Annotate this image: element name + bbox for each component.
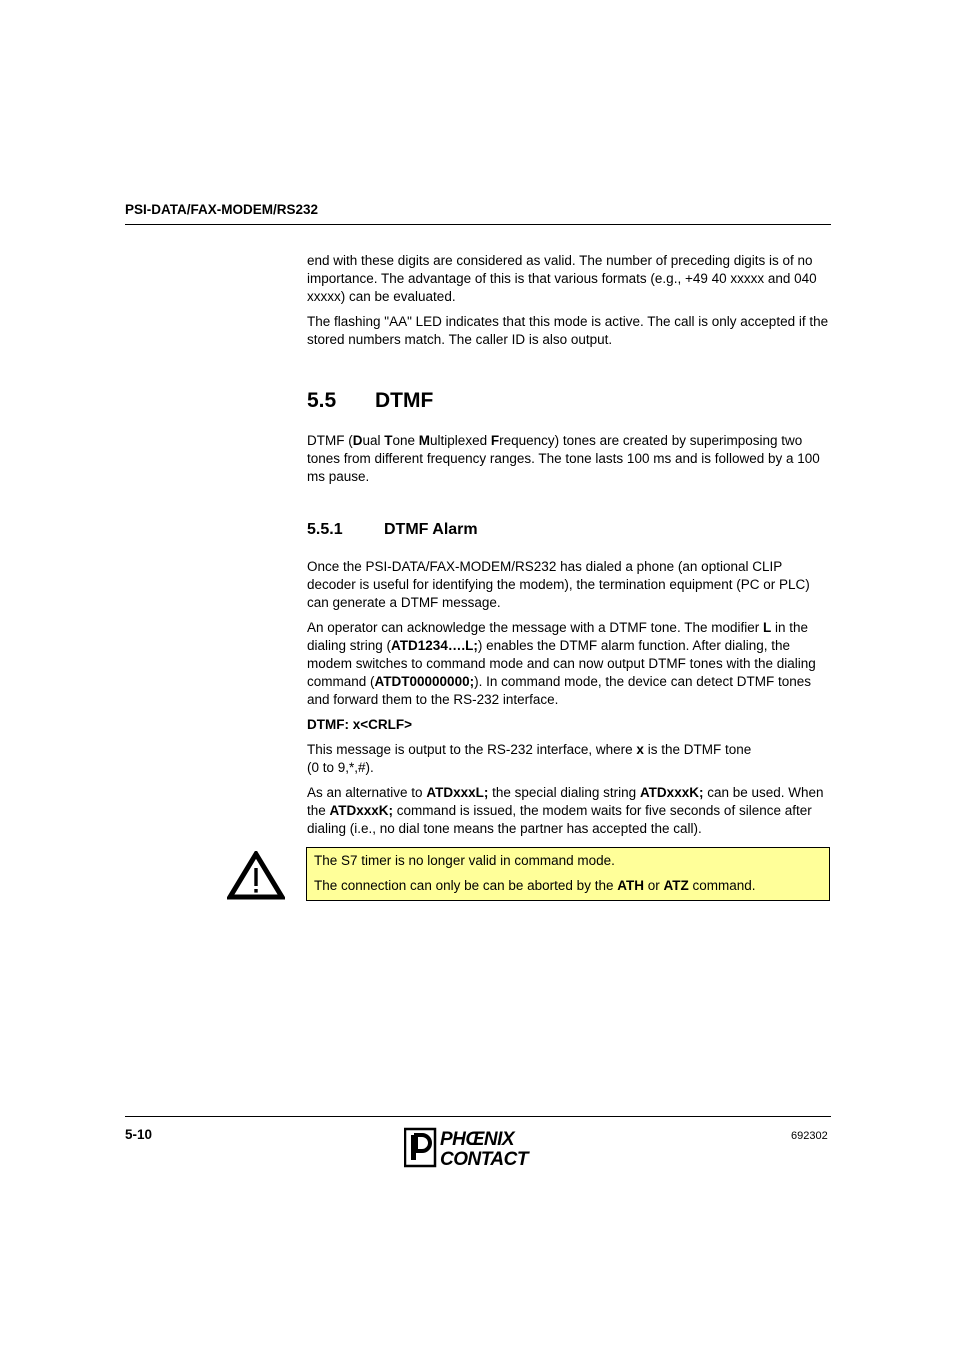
document-number: 692302 bbox=[791, 1130, 828, 1142]
phoenix-contact-logo bbox=[404, 1127, 551, 1168]
warning-triangle-icon bbox=[227, 851, 285, 900]
intro-paragraph-2: The flashing "AA" LED indicates that this mode is active. The call is only accepted if the stored numbers match. The caller ID is also output. bbox=[307, 314, 829, 347]
note-line-2: The connection can only be can be aborted by the ATH or ATZ command. bbox=[314, 878, 756, 893]
warning-note-box bbox=[306, 847, 830, 901]
alarm-paragraph-4: As an alternative to ATDxxxL; the special dialing string ATDxxxK; can be used. When the ATDxxxK; command is issued, the modem waits for five seconds of silence after dialing (i.e., no dial tone means the partner has accepted the call). bbox=[307, 785, 824, 836]
page-number: 5-10 bbox=[125, 1127, 153, 1142]
alarm-paragraph-1: Once the PSI-DATA/FAX-MODEM/RS232 has dialed a phone (an optional CLIP decoder is useful for identifying the modem), the termination equipment (PC or PLC) can generate a DTMF message. bbox=[307, 559, 810, 610]
footer-rule bbox=[125, 1116, 831, 1117]
alarm-paragraph-3: This message is output to the RS-232 interface, where x is the DTMF tone (0 to 9,*,#). bbox=[307, 742, 752, 775]
header-rule bbox=[125, 224, 831, 225]
note-line-1: The S7 timer is no longer valid in command mode. bbox=[314, 853, 615, 868]
dtmf-description: DTMF (Dual Tone Multiplexed Frequency) tones are created by superimposing two tones from different frequency ranges. The tone lasts 100 ms and is followed by a 100 ms pause. bbox=[307, 433, 820, 484]
running-header-title: PSI-DATA/FAX-MODEM/RS232 bbox=[125, 202, 319, 217]
subsection-heading bbox=[307, 520, 478, 540]
alarm-paragraph-2: An operator can acknowledge the message with a DTMF tone. The modifier L in the dialing string (ATD1234….L;) enables the DTMF alarm function. After dialing, the modem switches to command mode and can now output DTMF tones with the dialing command (ATDT00000000;). In command mode, the device can detect DTMF tones and forward them to the RS-232 interface. bbox=[307, 620, 816, 707]
section-heading bbox=[307, 388, 433, 414]
subsection-number: 5.5.1 bbox=[307, 521, 343, 538]
section-number: 5.5 bbox=[307, 389, 337, 412]
logo-line-2: CONTACT bbox=[440, 1149, 528, 1168]
message-format: DTMF: x<CRLF> bbox=[307, 717, 413, 732]
logo-line-1: PHŒNIX bbox=[440, 1129, 515, 1150]
subsection-title: DTMF Alarm bbox=[384, 521, 478, 538]
intro-paragraph-1: end with these digits are considered as valid. The number of preceding digits is of no importance. The advantage of this is that various formats (e.g., +49 40 xxxxx and 040 xxxxx) can be evaluated. bbox=[307, 253, 817, 304]
section-title: DTMF bbox=[375, 389, 434, 412]
